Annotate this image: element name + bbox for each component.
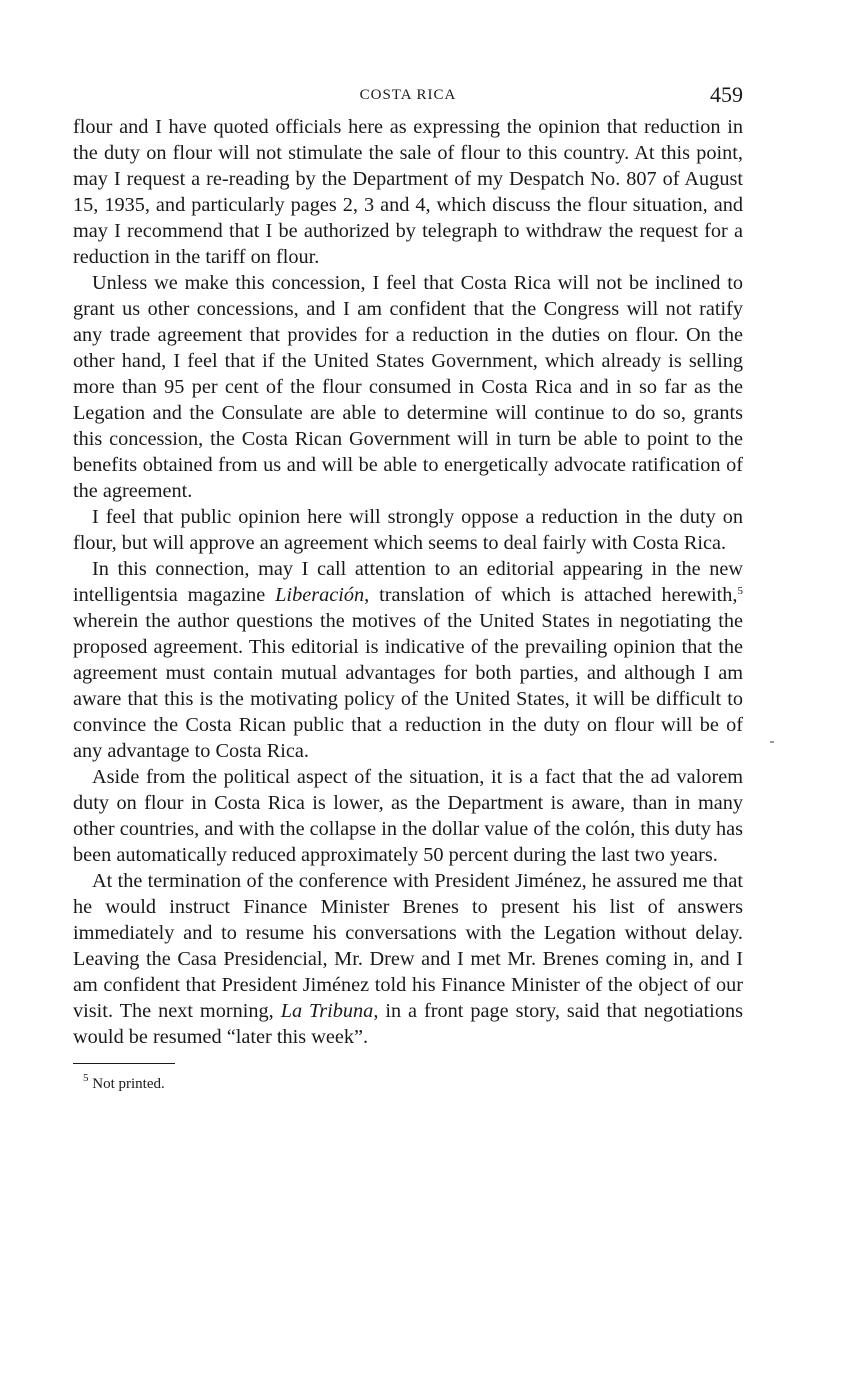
margin-mark (770, 741, 774, 743)
text-segment: Aside from the political aspect of the situation, it is a fact that the ad valorem duty on flour in Costa Rica is lower, as the Department is aware, than in many other countries, and with the collapse in the dollar value of the colón, this duty has been automatically reduced approximately 50 percent during the last two years. (73, 766, 743, 866)
paragraph (73, 114, 743, 270)
document-page (73, 80, 743, 1093)
text-segment: wherein the author questions the motives of the United States in negotiating the proposed agreement. This editorial is indicative of the prevailing opinion that the agreement must contain mutual advantages for both parties, and although I am aware that this is the motivating policy of the United States, it will be difficult to convince the Costa Rican public that a reduction in the duty on flour will be of any advantage to Costa Rica. (73, 610, 743, 762)
page-number: 459 (710, 82, 743, 107)
paragraph (73, 504, 743, 556)
page-header (73, 80, 743, 114)
body-text (73, 114, 743, 1050)
text-segment: Unless we make this concession, I feel that Costa Rica will not be inclined to grant us other concessions, and I am confident that the Congress will not ratify any trade agreement that provides for a reduction in the duties on flour. On the other hand, I feel that if the United States Government, which already is selling more than 95 per cent of the flour consumed in Costa Rica and in so far as the Legation and the Consulate are able to determine will continue to do so, grants this concession, the Costa Rican Government will in turn be able to point to the benefits obtained from us and will be able to energetically advocate ratification of the agreement. (73, 272, 743, 502)
footnote-divider (73, 1063, 175, 1064)
paragraph (73, 556, 743, 764)
footnote-reference: 5 (737, 585, 743, 597)
text-segment: , in a front page story, said that negotiations would be resumed “later this week”. (73, 1000, 743, 1048)
running-head: COSTA RICA (359, 87, 457, 103)
paragraph (73, 764, 743, 868)
text-segment: I feel that public opinion here will strongly oppose a reduction in the duty on flour, but will approve an agreement which seems to deal fairly with Costa Rica. (73, 506, 743, 554)
footnote (83, 1072, 743, 1093)
footnote-marker: 5 (83, 1072, 89, 1084)
italic-title: Liberación (275, 584, 365, 606)
text-segment: In this connection, may I call attention to an editorial appearing in the new intelligentsia magazine (73, 558, 743, 606)
text-segment: flour and I have quoted officials here as expressing the opinion that reduction in the duty on flour will not stimulate the sale of flour to this country. At this point, may I request a re-reading by the Department of my Despatch No. 807 of August 15, 1935, and particularly pages 2, 3 and 4, which discuss the flour situation, and may I recommend that I be authorized by telegraph to withdraw the request for a reduction in the tariff on flour. (73, 116, 743, 268)
paragraph (73, 868, 743, 1050)
italic-title: La Tribuna (280, 1000, 374, 1022)
text-segment: , translation of which is attached herewith, (364, 584, 738, 606)
text-segment: At the termination of the conference with President Jiménez, he assured me that he would instruct Finance Minister Brenes to present his list of answers immediately and to resume his conversations with the Legation without delay. Leaving the Casa Presidencial, Mr. Drew and I met Mr. Brenes coming in, and I am confident that President Jiménez told his Finance Minister of the object of our visit. The next morning, (73, 870, 743, 1022)
paragraph (73, 270, 743, 504)
footnote-text: Not printed. (92, 1076, 165, 1092)
